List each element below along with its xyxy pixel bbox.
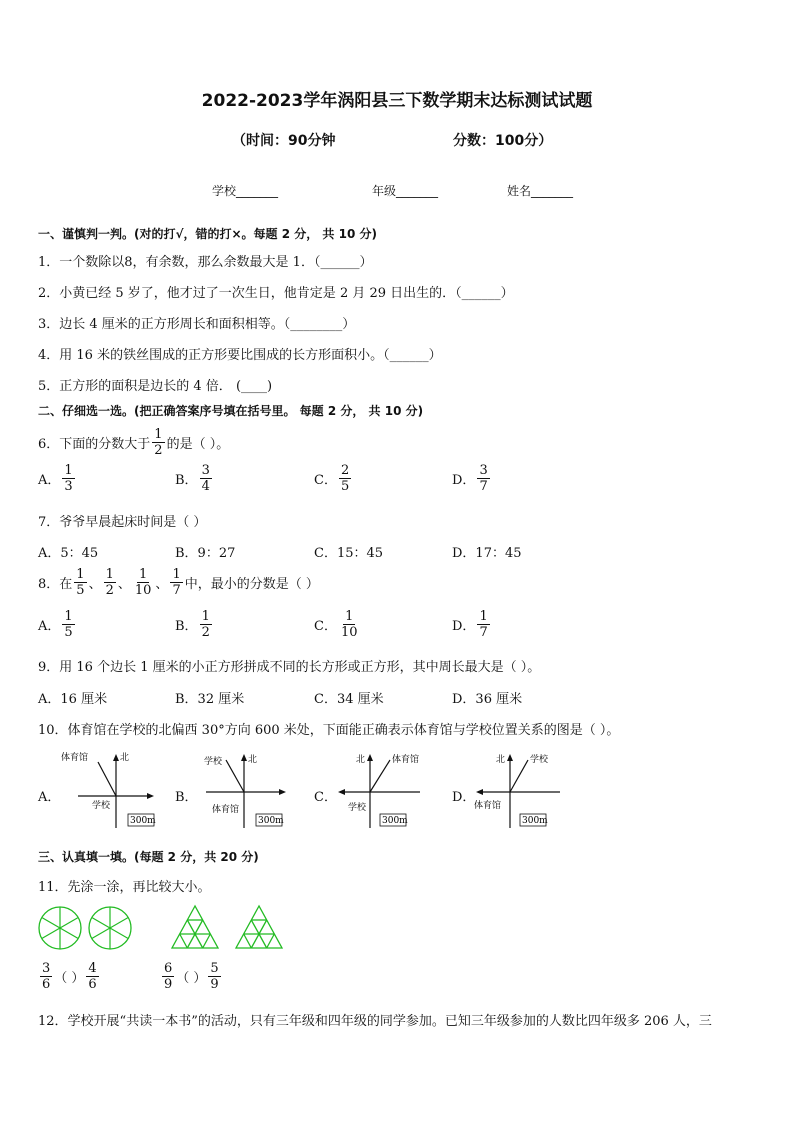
gym-label: 体育馆 — [61, 753, 89, 763]
q8-option-a[interactable]: A． $\frac{1}{5}$ — [38, 609, 73, 640]
q6-option-d[interactable]: D． $\frac{3}{7}$ — [452, 463, 488, 494]
question-1: 1．一个数除以8，有余数，那么余数最大是 1．（______） — [38, 255, 373, 270]
school-label: 学校 — [92, 801, 111, 811]
question-12: 12．学校开展“共读一本书”的活动，只有三年级和四年级的同学参加。已知三年级参加的人数比四年级多 206 人，三 — [38, 1014, 712, 1029]
q10-option-a[interactable]: A． — [38, 790, 61, 805]
scale-label: 300m — [522, 816, 548, 826]
question-4: 4．用 16 米的铁丝围成的正方形要比围成的长方形面积小。（______） — [38, 348, 442, 363]
north-label: 北 — [496, 755, 506, 765]
q6-option-a[interactable]: A． $\frac{1}{3}$ — [38, 463, 73, 494]
section3-heading: 三、认真填一填。(每题 2 分，共 20 分) — [38, 850, 259, 864]
grade-field[interactable]: 年级_______ — [372, 184, 439, 198]
q11-compare-1: $\frac{3}{6}$ （ ） $\frac{4}{6}$ — [42, 961, 97, 992]
q10-option-b[interactable]: B． — [175, 790, 198, 805]
q9-option-a[interactable]: A．16 厘米 — [38, 692, 108, 707]
gym-label: 体育馆 — [212, 805, 240, 815]
q10-diagram-a — [58, 748, 158, 834]
q11-triangles — [170, 904, 290, 952]
gym-label: 体育馆 — [392, 755, 420, 765]
page-title: 2022-2023学年涡阳县三下数学期末达标测试试题 — [201, 91, 593, 111]
exam-time: （时间：90分钟 — [232, 133, 336, 149]
q9-option-d[interactable]: D．36 厘米 — [452, 692, 523, 707]
triangle-ninths-1[interactable] — [172, 906, 218, 948]
q6-option-b[interactable]: B． $\frac{3}{4}$ — [175, 463, 210, 494]
q10-diagram-d — [472, 748, 572, 834]
compare-2-blank[interactable]: （ ） — [176, 971, 207, 986]
gym-label: 体育馆 — [474, 801, 502, 811]
school-label: 学校 — [530, 755, 549, 765]
scale-label: 300m — [382, 816, 408, 826]
north-label: 北 — [248, 755, 258, 765]
north-label: 北 — [356, 755, 366, 765]
q6-option-c[interactable]: C． $\frac{2}{5}$ — [314, 463, 350, 494]
circle-sixths-2[interactable] — [89, 907, 131, 949]
q7-option-c[interactable]: C．15：45 — [314, 546, 384, 561]
q8-option-d[interactable]: D． $\frac{1}{7}$ — [452, 609, 488, 640]
exam-score: 分数：100分） — [453, 133, 553, 149]
q6-stem-fraction: $\frac{1}{2}$ — [154, 427, 163, 458]
school-label: 学校 — [204, 757, 223, 767]
q11-circles — [36, 904, 136, 954]
question-8: 8．在 $\frac{1}{5}$ 、 $\frac{1}{2}$ 、 $\frac{1}{10}$ 、 $\frac{1}{7}$ 中，最小的分数是（ ） — [38, 567, 319, 598]
q10-diagram-c — [334, 748, 434, 834]
q8-option-c[interactable]: C． $\frac{1}{10}$ — [314, 609, 358, 640]
section1-heading: 一、谨慎判一判。(对的打√，错的打×。每题 2 分， 共 10 分) — [38, 227, 377, 241]
q7-option-a[interactable]: A．5：45 — [38, 546, 99, 561]
question-5: 5．正方形的面积是边长的 4 倍． (____) — [38, 379, 273, 394]
question-10: 10．体育馆在学校的北偏西 30°方向 600 米处，下面能正确表示体育馆与学校位置关系的图是（ ）。 — [38, 723, 620, 738]
q10-option-c[interactable]: C． — [314, 790, 337, 805]
scale-label: 300m — [258, 816, 284, 826]
school-label: 学校 — [348, 803, 367, 813]
question-2: 2．小黄已经 5 岁了，他才过了一次生日，他肯定是 2 月 29 日出生的．（______） — [38, 286, 514, 301]
name-field[interactable]: 姓名_______ — [507, 184, 574, 198]
q9-option-c[interactable]: C．34 厘米 — [314, 692, 384, 707]
section2-heading: 二、仔细选一选。(把正确答案序号填在括号里。 每题 2 分， 共 10 分) — [38, 404, 424, 418]
q7-option-d[interactable]: D．17：45 — [452, 546, 522, 561]
compare-1-blank[interactable]: （ ） — [54, 971, 85, 986]
north-label: 北 — [120, 753, 130, 763]
q7-option-b[interactable]: B．9：27 — [175, 546, 236, 561]
question-9: 9．用 16 个边长 1 厘米的小正方形拼成不同的长方形或正方形，其中周长最大是（ ）。 — [38, 660, 541, 675]
school-field[interactable]: 学校_______ — [212, 184, 279, 198]
question-6 — [38, 428, 229, 457]
scale-label: 300m — [130, 816, 156, 826]
q6-stem-b: 的是（ ）。 — [166, 437, 230, 452]
question-3: 3．边长 4 厘米的正方形周长和面积相等。（________） — [38, 317, 356, 332]
circle-sixths-1[interactable] — [39, 907, 81, 949]
q10-diagram-b — [196, 748, 296, 834]
q10-option-d[interactable]: D． — [452, 790, 476, 805]
q11-compare-2: $\frac{6}{9}$ （ ） $\frac{5}{9}$ — [164, 961, 219, 992]
q6-stem-a: 6．下面的分数大于 — [38, 437, 151, 452]
q8-option-b[interactable]: B． $\frac{1}{2}$ — [175, 609, 210, 640]
question-11: 11．先涂一涂，再比较大小。 — [38, 880, 211, 895]
triangle-ninths-2[interactable] — [236, 906, 282, 948]
q9-option-b[interactable]: B．32 厘米 — [175, 692, 245, 707]
question-7: 7．爷爷早晨起床时间是（ ） — [38, 515, 207, 530]
